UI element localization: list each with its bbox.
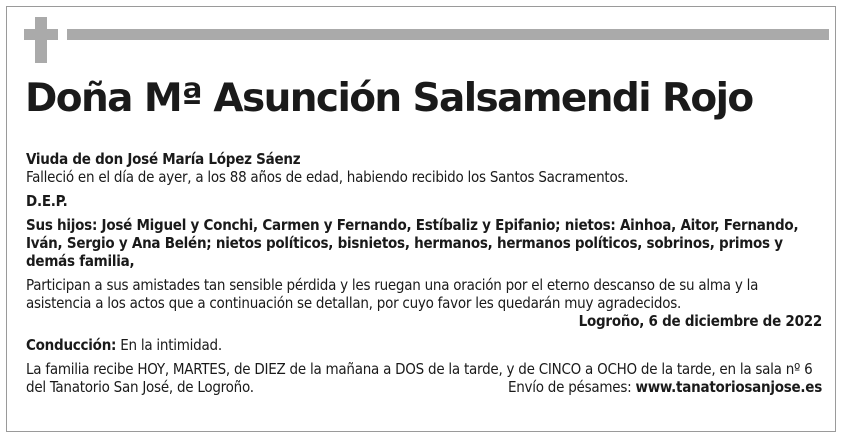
- condolences-label: Envío de pésames:: [507, 378, 632, 396]
- obituary-body: [26, 150, 822, 396]
- reception-info: [26, 360, 822, 396]
- header-rule: [67, 29, 829, 40]
- announcement: Participan a sus amistades tan sensible pérdida y les ruegan una oración por el eterno descanso de su alma y la asistencia a los actos que a continuación se detallan, por cuyo favor les quedarán muy agradecidos.: [26, 276, 759, 312]
- condolences-line: [508, 378, 822, 396]
- cross-icon: [35, 17, 47, 63]
- place-date: Logroño, 6 de diciembre de 2022: [578, 312, 822, 330]
- widow-line: Viuda de don José María López Sáenz: [26, 150, 301, 168]
- cross-icon-bar: [24, 29, 58, 40]
- deceased-name: Doña Mª Asunción Salsamendi Rojo: [25, 76, 753, 121]
- condolences-site: www.tanatoriosanjose.es: [635, 378, 822, 396]
- conduction-value: En la intimidad.: [120, 336, 222, 354]
- conduction-label: Conducción:: [26, 336, 117, 354]
- reception-text: La familia recibe HOY, MARTES, de DIEZ de la mañana a DOS de la tarde, y de CINCO a OCHO de la tarde, en la sala nº 6 del Tanatorio San José, de Logroño.: [26, 360, 813, 396]
- conduction-line: [26, 336, 822, 354]
- family-list: Sus hijos: José Miguel y Conchi, Carmen y Fernando, Estíbaliz y Epifanio; nietos: Ainhoa, Aitor, Fernando, Iván, Sergio y Ana Belén; nietos políticos, bisnietos, hermanos, hermanos políticos, sobrinos, primos y demás familia,: [26, 216, 799, 270]
- dep-line: D.E.P.: [26, 192, 68, 210]
- death-line: Falleció en el día de ayer, a los 88 años de edad, habiendo recibido los Santos Sacramentos.: [26, 168, 629, 186]
